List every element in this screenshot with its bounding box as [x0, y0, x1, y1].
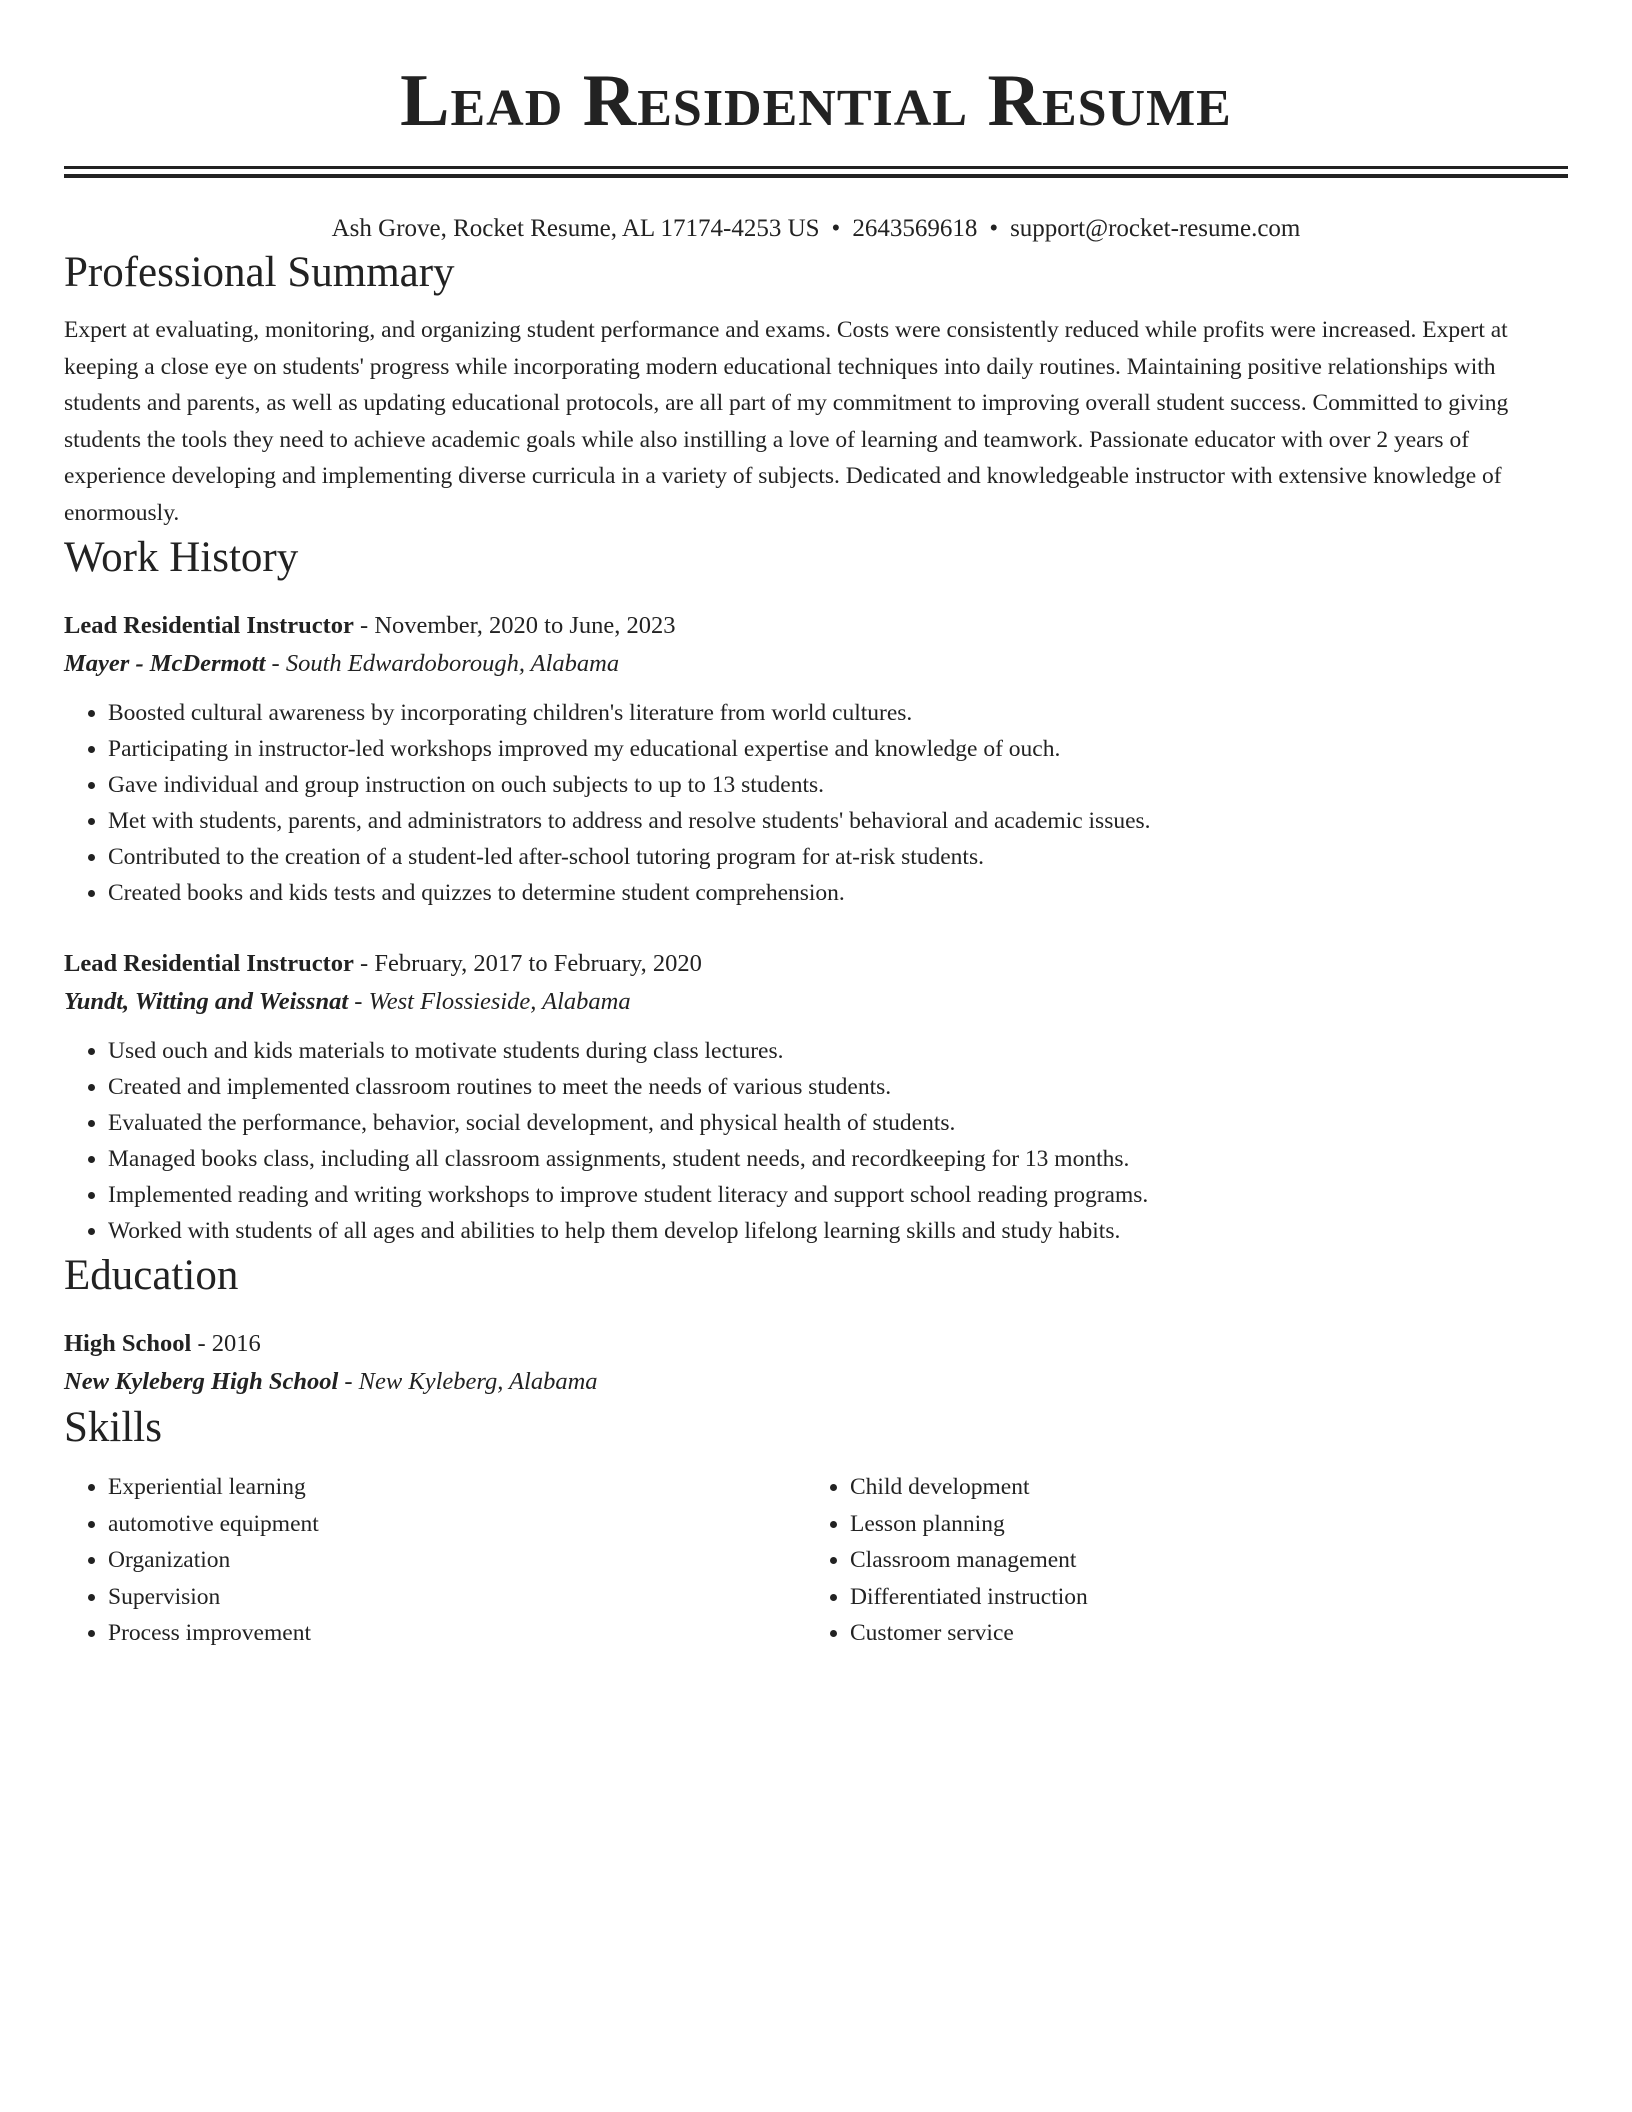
title-divider [64, 166, 1568, 178]
job-bullet: • Implemented reading and writing workshops to improve student literacy and support school reading programs. [108, 1177, 1568, 1213]
company-line [64, 983, 1568, 1021]
skills-column-left [64, 1469, 806, 1652]
job-entry [64, 945, 1568, 1249]
job-bullet: • Met with students, parents, and administrators to address and resolve students' behavioral and academic issues. [108, 803, 1568, 839]
job-bullet: • Evaluated the performance, behavior, social development, and physical health of students. [108, 1105, 1568, 1141]
job-bullets [64, 1033, 1568, 1249]
job-dates: - November, 2020 to June, 2023 [353, 612, 676, 639]
job-title-line [64, 607, 1568, 645]
degree: High School [64, 1330, 192, 1357]
summary-heading: Professional Summary [64, 249, 455, 296]
job-title-line [64, 945, 1568, 983]
skills-list [64, 1469, 1568, 1652]
skill-item: • Organization [108, 1542, 806, 1579]
job-bullet: • Participating in instructor-led workshops improved my educational expertise and knowledge of ouch. [108, 731, 1568, 767]
contact-line [64, 212, 1568, 246]
job-entry [64, 607, 1568, 911]
company-name: Yundt, Witting and Weissnat [64, 988, 349, 1015]
job-bullet: • Used ouch and kids materials to motivate students during class lectures. [108, 1033, 1568, 1069]
contact-email: support@rocket-resume.com [1010, 215, 1301, 242]
skill-item: • Supervision [108, 1579, 806, 1616]
skill-item: • Customer service [850, 1615, 1548, 1652]
skill-item: • Lesson planning [850, 1506, 1548, 1543]
contact-phone: 2643569618 [852, 215, 978, 242]
skill-item: • Child development [850, 1469, 1548, 1506]
skill-item: • Process improvement [108, 1615, 806, 1652]
job-bullet: • Created and implemented classroom routines to meet the needs of various students. [108, 1069, 1568, 1105]
skill-item: • Experiential learning [108, 1469, 806, 1506]
job-bullet: • Contributed to the creation of a student-led after-school tutoring program for at-risk students. [108, 839, 1568, 875]
skill-item: • automotive equipment [108, 1506, 806, 1543]
education-entry [64, 1325, 1568, 1401]
resume-title: Lead Residential Resume [400, 60, 1232, 142]
summary-text: Expert at evaluating, monitoring, and organizing student performance and exams. Costs were consistently reduced while profits were increased. Expert at keeping a close eye on students' progress while incorporating modern educational techniques into daily routines. Maintaining positive relationships with students and parents, as well as updating educational protocols, are all part of my commitment to improving overall student success. Committed to giving students the tools they need to achieve academic goals while also instilling a love of learning and teamwork. Passionate educator with over 2 years of experience developing and implementing diverse curricula in a variety of subjects. Dedicated and knowledgeable instructor with extensive knowledge of enormously. [64, 317, 1509, 526]
education-heading: Education [64, 1252, 239, 1299]
job-bullet: • Managed books class, including all classroom assignments, student needs, and recordkeeping for 13 months. [108, 1141, 1568, 1177]
school-location: - New Kyleberg, Alabama [338, 1368, 598, 1395]
skills-heading: Skills [64, 1404, 162, 1451]
contact-address: Ash Grove, Rocket Resume, AL 17174-4253 US [331, 215, 820, 242]
job-dates: - February, 2017 to February, 2020 [353, 950, 702, 977]
separator-dot: • [831, 215, 841, 242]
skill-item: • Classroom management [850, 1542, 1548, 1579]
company-location: - South Edwardoborough, Alabama [265, 650, 620, 677]
school-line [64, 1363, 1568, 1401]
company-line [64, 645, 1568, 683]
school-name: New Kyleberg High School [64, 1368, 339, 1395]
graduation-year: - 2016 [191, 1330, 261, 1357]
company-location: - West Flossieside, Alabama [348, 988, 631, 1015]
work-history-heading: Work History [64, 534, 299, 581]
job-title: Lead Residential Instructor [64, 612, 354, 639]
degree-line [64, 1325, 1568, 1363]
job-bullet: • Worked with students of all ages and abilities to help them develop lifelong learning skills and study habits. [108, 1213, 1568, 1249]
skills-column-right [806, 1469, 1548, 1652]
job-bullet: • Gave individual and group instruction on ouch subjects to up to 13 students. [108, 767, 1568, 803]
company-name: Mayer - McDermott [64, 650, 266, 677]
skill-item: • Differentiated instruction [850, 1579, 1548, 1616]
job-title: Lead Residential Instructor [64, 950, 354, 977]
separator-dot: • [989, 215, 999, 242]
job-bullets [64, 695, 1568, 911]
job-bullet: • Boosted cultural awareness by incorporating children's literature from world cultures. [108, 695, 1568, 731]
job-bullet: • Created books and kids tests and quizzes to determine student comprehension. [108, 875, 1568, 911]
